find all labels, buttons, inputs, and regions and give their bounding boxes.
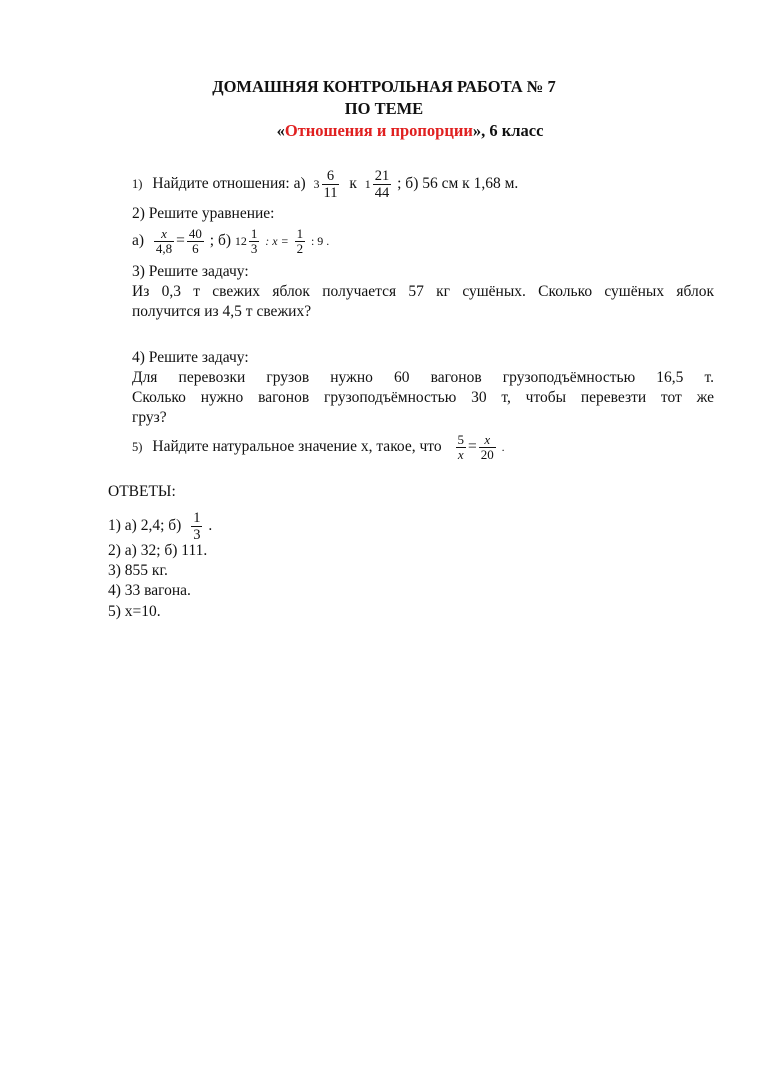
task-2-whole: 12 (234, 234, 247, 249)
answer-1-end: . (208, 517, 213, 535)
denominator: 6 (192, 241, 199, 256)
answer-1-fraction (191, 510, 202, 543)
denominator: x (457, 447, 464, 462)
answer-4: 4) 33 вагона. (108, 582, 191, 599)
task-2-fraction-1 (154, 227, 174, 256)
numerator: 5 (457, 432, 464, 447)
topic-highlight: Отношения и пропорции (284, 121, 473, 140)
numerator: 40 (188, 226, 202, 241)
numerator: 21 (374, 168, 390, 184)
task-2-fraction-4 (295, 227, 306, 256)
task-5-equals: = (468, 438, 477, 456)
task-2-title: 2) Решите уравнение: (132, 205, 275, 222)
numerator: 6 (322, 168, 340, 185)
task-5-end: . (501, 440, 505, 455)
task-1-number: 1) (132, 177, 143, 192)
task-4-line-1: Для перевозки грузов нужно 60 вагонов грузоподъёмностью 16,5 т. (132, 369, 714, 386)
task-2-equals: = (176, 232, 185, 250)
denominator: 44 (374, 185, 390, 201)
task-2-fraction-3 (249, 227, 260, 256)
task-2-a-label: а) (132, 232, 145, 250)
task-2-end: : 9 . (310, 234, 330, 249)
denominator: 3 (193, 527, 201, 543)
task-3-line-1: Из 0,3 т свежих яблок получается 57 кг сушёных. Сколько сушёных яблок (132, 283, 714, 300)
task-5-text: Найдите натуральное значение x, такое, что (152, 438, 442, 456)
numerator: 1 (250, 226, 258, 241)
numerator: 1 (193, 510, 201, 526)
numerator: x (479, 433, 496, 448)
answer-2: 2) а) 32; б) 111. (108, 542, 208, 559)
header-topic-line (0, 120, 768, 142)
task-4-line-3: груз? (132, 409, 167, 426)
numerator: x (154, 227, 174, 242)
denominator: 4,8 (155, 241, 173, 256)
task-5-number: 5) (132, 440, 143, 455)
task-2-b-label: ; б) (209, 232, 232, 250)
task-5-fraction-2 (479, 433, 496, 462)
denominator: 11 (323, 185, 338, 201)
answer-1-text: 1) а) 2,4; б) (108, 517, 182, 535)
task-1 (132, 168, 518, 201)
answer-3: 3) 855 кг. (108, 562, 168, 579)
header-title: ДОМАШНЯЯ КОНТРОЛЬНАЯ РАБОТА № 7 (212, 77, 556, 96)
numerator: 1 (296, 226, 304, 241)
task-4-line-2: Сколько нужно вагонов грузоподъёмностью 30 т, чтобы перевезти тот же (132, 389, 714, 406)
denominator: 3 (250, 241, 258, 256)
task-2-fraction-2 (187, 227, 204, 256)
task-1-fraction-2 (373, 168, 392, 201)
task-1-fraction-1 (322, 168, 340, 201)
task-2-equations (132, 227, 329, 256)
task-4-title: 4) Решите задачу: (132, 349, 249, 366)
open-quote: « (276, 121, 285, 140)
denominator: 20 (480, 447, 494, 462)
answer-5: 5) x=10. (108, 603, 161, 620)
task-5-fraction-1 (456, 433, 467, 462)
task-1-rest: ; б) 56 см к 1,68 м. (397, 175, 519, 193)
header-subtitle: ПО ТЕМЕ (344, 99, 424, 118)
task-3-title: 3) Решите задачу: (132, 263, 249, 280)
task-1-whole-2: 1 (364, 177, 371, 192)
answer-1 (108, 510, 212, 543)
task-1-whole-1: 3 (313, 177, 320, 192)
task-1-k: к (349, 175, 357, 193)
task-2-middle: : x = (265, 234, 289, 249)
grade-label: », 6 класс (472, 121, 544, 140)
denominator: 2 (296, 241, 304, 256)
task-5 (132, 433, 505, 462)
task-1-text: Найдите отношения: а) (152, 175, 306, 193)
task-3-line-2: получится из 4,5 т свежих? (132, 303, 312, 320)
document-header (0, 76, 768, 142)
answers-title: ОТВЕТЫ: (108, 483, 176, 500)
